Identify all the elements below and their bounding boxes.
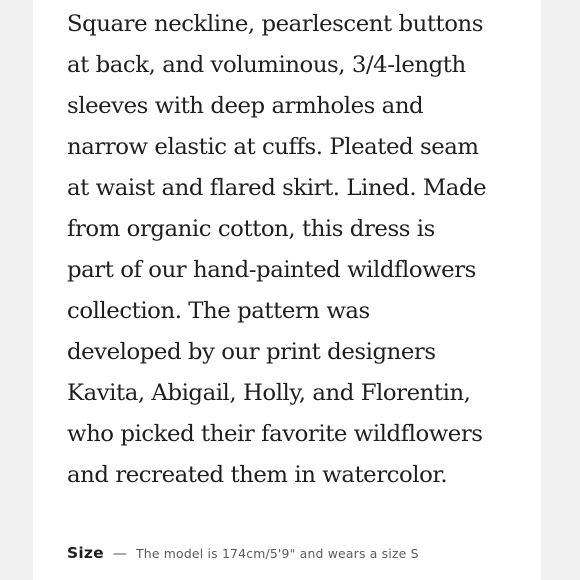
product-description [67,4,527,496]
size-label: Size [67,544,104,562]
description-line: sleeves with deep armholes and [67,93,424,119]
size-info [67,542,419,564]
description-line: developed by our print designers [67,339,436,365]
description-line: part of our hand-painted wildflowers [67,257,476,283]
description-line: from organic cotton, this dress is [67,216,435,242]
size-separator: — [112,546,127,562]
description-line: collection. The pattern was [67,298,370,324]
description-line: Square neckline, pearlescent buttons [67,11,484,37]
description-line: at waist and flared skirt. Lined. Made [67,175,487,201]
description-line: narrow elastic at cuffs. Pleated seam [67,134,479,160]
product-details-card [33,0,541,580]
size-model-note: The model is 174cm/5'9" and wears a size S [136,546,419,561]
description-line: who picked their favorite wildflowers [67,421,483,447]
description-line: and recreated them in watercolor. [67,462,448,488]
description-line: at back, and voluminous, 3/4-length [67,52,466,78]
description-line: Kavita, Abigail, Holly, and Florentin, [67,380,471,406]
